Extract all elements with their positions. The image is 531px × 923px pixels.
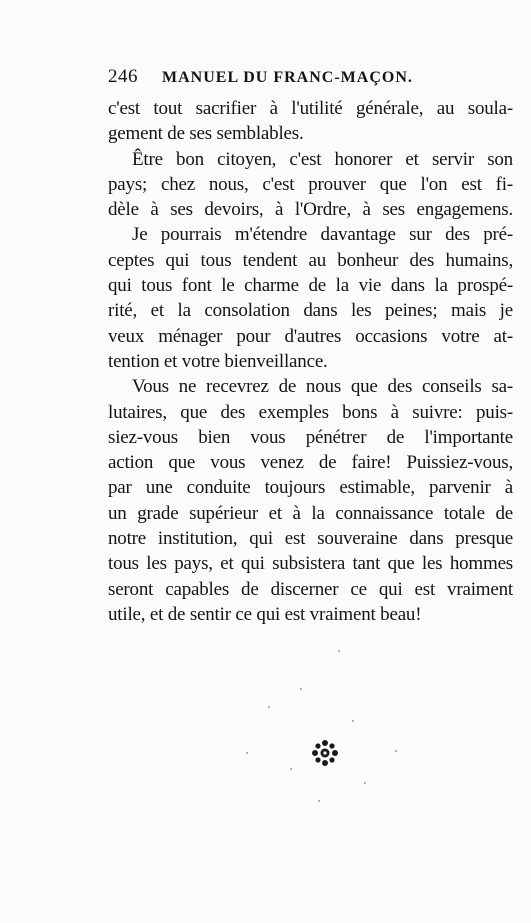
- ink-speck: [352, 720, 354, 722]
- text-line: tous les pays, et qui subsistera tant que les hommes: [108, 553, 513, 575]
- ink-speck: [318, 800, 320, 802]
- ink-speck: [290, 768, 292, 770]
- text-line: seront capables de discerner ce qui est vraiment: [108, 578, 513, 600]
- running-header: [108, 66, 468, 88]
- rosette-ornament-icon: [310, 738, 340, 768]
- text-line: Je pourrais m'étendre davantage sur des pré-: [132, 224, 513, 246]
- text-line: notre institution, qui est souveraine dans presque: [108, 528, 513, 550]
- running-title: MANUEL DU FRANC-MAÇON.: [162, 69, 413, 86]
- body-text: [108, 96, 513, 627]
- text-line: Être bon citoyen, c'est honorer et servir son: [132, 148, 513, 170]
- text-line: pays; chez nous, c'est prouver que l'on est fi-: [108, 173, 513, 195]
- text-line: action que vous venez de faire! Puissiez-vous,: [108, 452, 513, 474]
- ink-speck: [364, 782, 366, 784]
- text-line: Vous ne recevrez de nous que des conseils sa-: [132, 376, 513, 398]
- text-line: c'est tout sacrifier à l'utilité générale, au soula-: [108, 98, 513, 119]
- ink-speck: [268, 706, 270, 708]
- ink-speck: [246, 752, 248, 754]
- ink-speck: [338, 650, 340, 652]
- text-line: siez-vous bien vous pénétrer de l'importante: [108, 426, 513, 448]
- text-line: qui tous font le charme de la vie dans la prospé-: [108, 275, 513, 297]
- text-line: lutaires, que des exemples bons à suivre: puis-: [108, 401, 513, 423]
- text-line: tention et votre bienveillance.: [108, 350, 328, 372]
- ink-speck: [395, 750, 397, 752]
- text-line: dèle à ses devoirs, à l'Ordre, à ses engagemens.: [108, 199, 513, 221]
- text-line: un grade supérieur et à la connaissance totale de: [108, 502, 513, 524]
- text-line: veux ménager pour d'autres occasions votre at-: [108, 325, 513, 347]
- text-line: par une conduite toujours estimable, parvenir à: [108, 477, 513, 499]
- text-line: gement de ses semblables.: [108, 123, 304, 145]
- page-number: 246: [108, 66, 138, 87]
- text-line: ceptes qui tous tendent au bonheur des humains,: [108, 249, 513, 271]
- text-line: utile, et de sentir ce qui est vraiment beau!: [108, 603, 422, 625]
- ink-speck: [300, 688, 302, 690]
- text-line: rité, et la consolation dans les peines; mais je: [108, 300, 513, 322]
